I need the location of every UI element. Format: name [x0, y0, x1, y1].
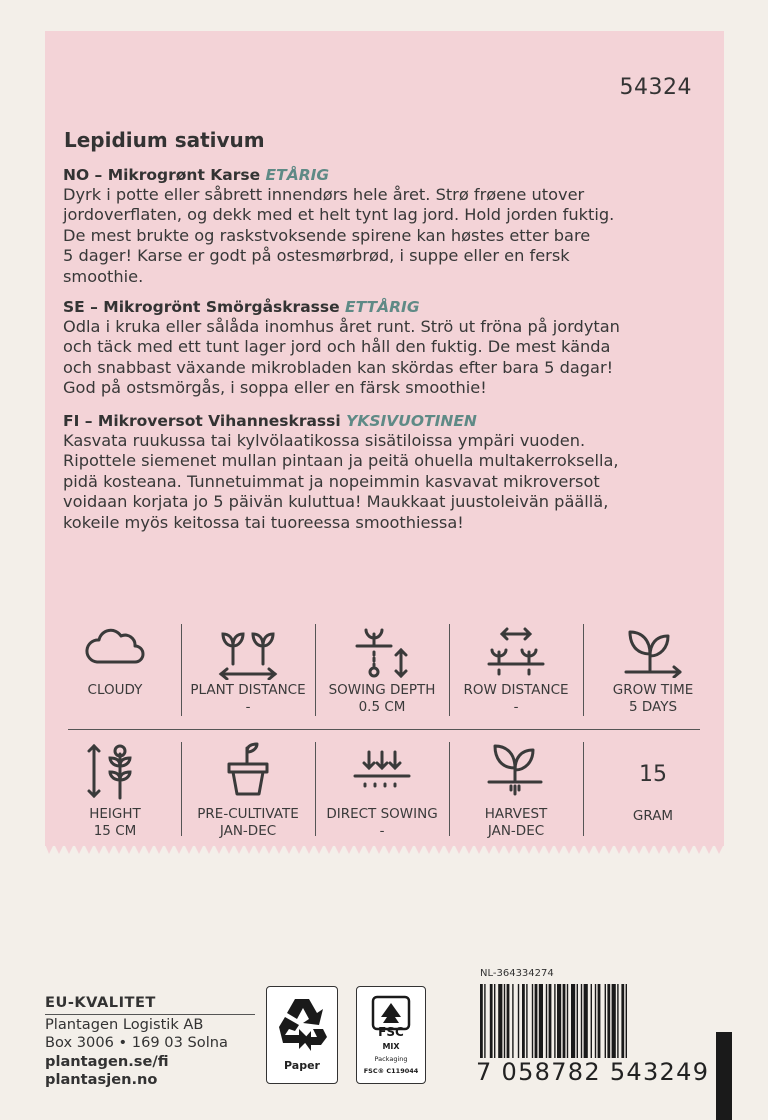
- section-se: [63, 297, 713, 399]
- barcode-top-code: NL-364334274: [480, 968, 554, 979]
- info-row-1: [45, 622, 724, 722]
- product-code: 54324: [619, 75, 692, 100]
- company-name: Plantagen Logistik AB: [45, 1015, 204, 1033]
- info-direct-sowing: DIRECT SOWING -: [315, 738, 449, 842]
- website-fi[interactable]: plantagen.se/fi: [45, 1052, 169, 1070]
- info-cloudy: CLOUDY: [49, 622, 181, 722]
- plant-distance-icon: [217, 624, 279, 680]
- info-row-distance: ROW DISTANCE -: [449, 622, 583, 722]
- section-text: Odla i kruka eller sålåda inomhus året runt. Strö ut fröna på jordytan och täck med ett tunt lager jord och håll den fuktig. De mest kända och snabbast växande mikrobladen kan skördas efter bara 5 dagar! God på ostsmörgås, i soppa eller en färsk smoothie!: [63, 317, 620, 398]
- fsc-code: FSC® C119044: [363, 1067, 419, 1075]
- fsc-mix: MIX: [382, 1042, 400, 1051]
- fsc-packaging: Packaging: [374, 1055, 408, 1063]
- divider: [68, 729, 700, 730]
- pot-icon: [223, 742, 273, 798]
- harvest-icon: [485, 742, 547, 798]
- paper-label: Paper: [284, 1059, 320, 1072]
- barcode: [476, 968, 716, 1088]
- recycle-icon: [273, 995, 331, 1051]
- info-pre-cultivate: PRE-CULTIVATE JAN-DEC: [181, 738, 315, 842]
- quality-label: EU-KVALITET: [45, 994, 255, 1015]
- info-plant-distance: PLANT DISTANCE -: [181, 622, 315, 722]
- grow-time-icon: [622, 624, 684, 678]
- info-gram: 15 GRAM: [583, 738, 723, 842]
- barcode-digits: 7 058782 543249: [476, 1058, 710, 1086]
- info-height: HEIGHT 15 CM: [49, 738, 181, 842]
- latin-name: Lepidium sativum: [64, 128, 265, 152]
- seed-packet-back: [45, 31, 724, 846]
- info-row-2: [45, 738, 724, 842]
- height-icon: [84, 742, 146, 800]
- direct-sowing-icon: [351, 748, 413, 794]
- recycle-logo: [266, 986, 338, 1084]
- info-harvest: HARVEST JAN-DEC: [449, 738, 583, 842]
- section-text: Dyrk i potte eller såbrett innendørs hele året. Strø frøene utover jordoverflaten, og dekk med et helt tynt lag jord. Hold jorden fuktig. De mest brukte og raskstvoksende spirene kan høstes etter bare 5 dager! Karse er godt på ostesmørbrød, i suppe eller en fersk smoothie.: [63, 185, 615, 286]
- fsc-logo: [356, 986, 426, 1084]
- company-info: [45, 994, 255, 1090]
- section-no: [63, 165, 713, 287]
- barcode-guard-bar: [716, 1032, 732, 1120]
- info-grow-time: GROW TIME 5 DAYS: [583, 622, 723, 722]
- sowing-depth-icon: [351, 626, 413, 680]
- info-sowing-depth: SOWING DEPTH 0.5 CM: [315, 622, 449, 722]
- row-distance-icon: [485, 624, 547, 676]
- section-heading: FI – Mikroversot Vihanneskrassi YKSIVUOTINEN: [63, 412, 477, 430]
- perforated-edge: [45, 840, 724, 860]
- barcode-bars: [480, 984, 700, 1058]
- cloud-icon: [85, 626, 145, 666]
- company-address: Box 3006 • 169 03 Solna: [45, 1034, 228, 1052]
- website-no[interactable]: plantasjen.no: [45, 1071, 158, 1089]
- section-text: Kasvata ruukussa tai kylvölaatikossa sisätiloissa ympäri vuoden. Ripottele siemenet mullan pintaan ja peitä ohuella multakerroksella, pidä kosteana. Tunnetuimmat ja nopeimmin kasvavat mikroversot voidaan korjata jo 5 päivän kuluttua! Maukkaat juustoleivän päällä, kokeile myös keitossa tai tuoreessa smoothiessa!: [63, 431, 619, 532]
- gram-amount: 15: [639, 762, 667, 787]
- section-heading: SE – Mikrogrönt Smörgåskrasse ETTÅRIG: [63, 298, 420, 316]
- fsc-text: FSC: [378, 1025, 404, 1039]
- section-heading: NO – Mikrogrønt Karse ETÅRIG: [63, 166, 330, 184]
- section-fi: [63, 411, 713, 533]
